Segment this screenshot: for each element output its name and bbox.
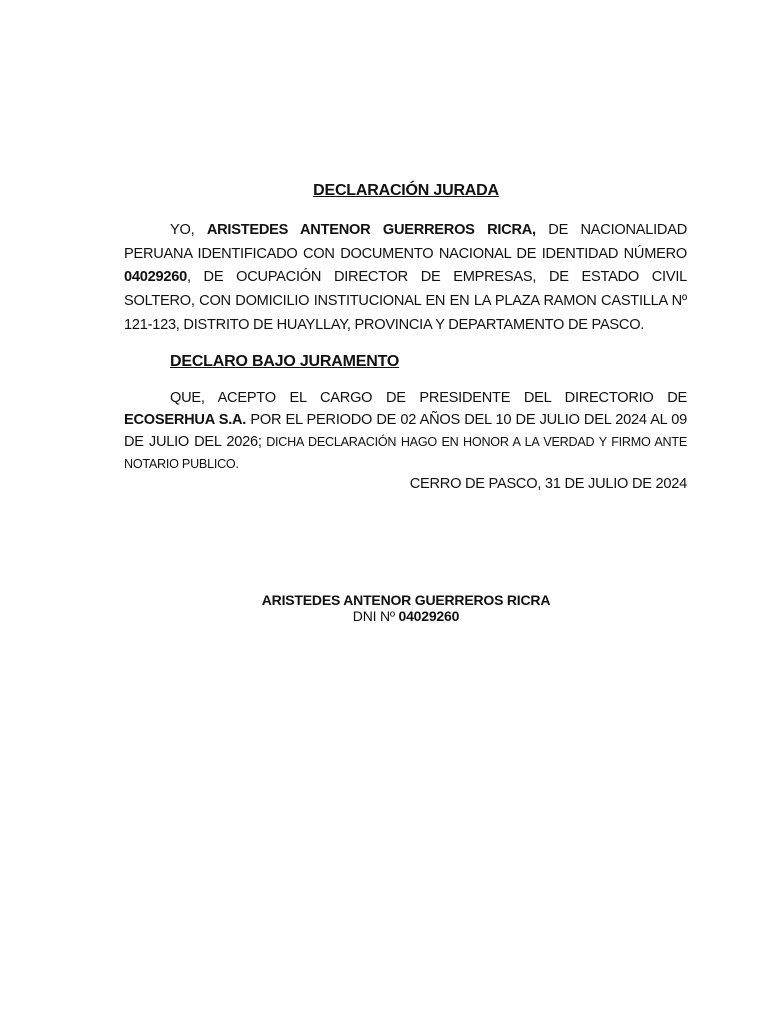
signature-dni (0, 608, 768, 624)
document-title: DECLARACIÓN JURADA (313, 182, 499, 199)
paragraph1-part3: , DE OCUPACIÓN DIRECTOR DE EMPRESAS, DE ESTADO CIVIL SOLTERO, CON DOMICILIO INSTITUCIONAL EN EN LA PLAZA RAMON CASTILLA Nº 121-123, DISTRITO DE HUAYLLAY, PROVINCIA Y DEPARTAMENTO DE PASCO. (124, 269, 687, 333)
signature-block (0, 592, 768, 624)
declarant-name: ARISTEDES ANTENOR GUERREROS RICRA, (206, 222, 536, 238)
signature-dni-label: DNI Nº (352, 608, 399, 624)
company-name: ECOSERHUA S.A. (124, 412, 247, 428)
paragraph1-part2: DE NACIONALIDAD PERUANA IDENTIFICADO CON DOCUMENTO NACIONAL DE IDENTIDAD NÚMERO (124, 222, 687, 262)
declarant-paragraph (124, 219, 687, 338)
oath-subheading: DECLARO BAJO JURAMENTO (170, 353, 400, 370)
paragraph2-small-text: DICHA DECLARACIÓN HAGO EN HONOR A LA VERDAD Y FIRMO ANTE NOTARIO PUBLICO. (124, 435, 687, 471)
paragraph2-part1: QUE, ACEPTO EL CARGO DE PRESIDENTE DEL DIRECTORIO DE (170, 390, 687, 406)
oath-paragraph (124, 387, 687, 475)
place-date: CERRO DE PASCO, 31 DE JULIO DE 2024 (409, 476, 687, 492)
declarant-dni: 04029260 (124, 269, 187, 286)
signature-dni-number: 04029260 (398, 608, 460, 624)
paragraph1-part1: YO, (170, 222, 207, 238)
paragraph2-part2: POR EL PERIODO DE 02 AÑOS DEL 10 DE JULIO DEL 2024 AL 09 DE JULIO DEL 2026; (124, 412, 687, 450)
signature-name: ARISTEDES ANTENOR GUERREROS RICRA (261, 592, 551, 608)
